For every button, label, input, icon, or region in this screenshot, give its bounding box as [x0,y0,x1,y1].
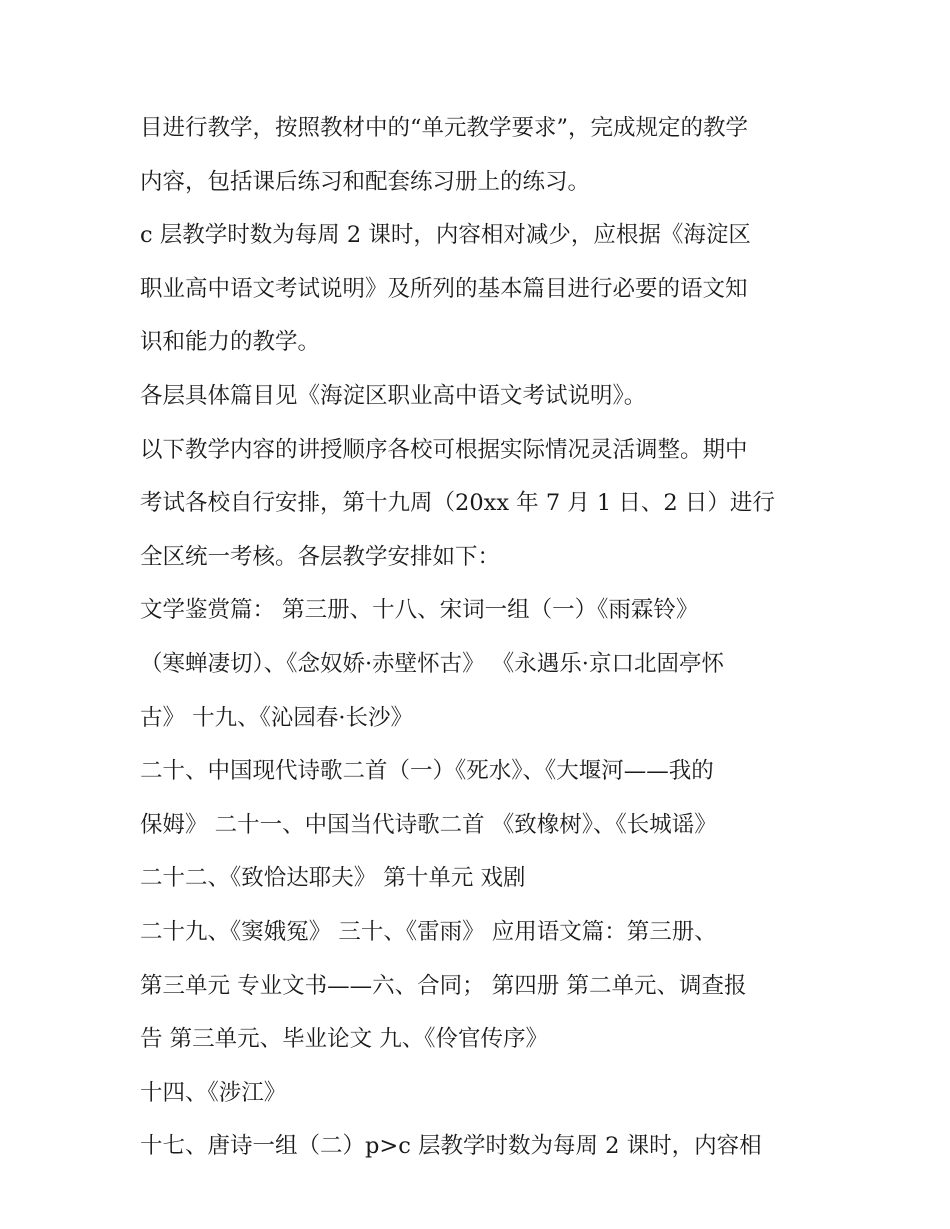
text-line: 二十、中国现代诗歌二首（一）《死水》、《大堰河——我的 [140,758,714,785]
text-line: 内容，包括课后练习和配套练习册上的练习。 [140,168,591,195]
text-line: 古》 十九、《沁园春·长沙》 [140,704,414,731]
text-line: 各层具体篇目见《海淀区职业高中语文考试说明》。 [140,382,647,409]
text-line: 二十二、《致恰达耶夫》 第十单元 戏剧 [140,865,526,892]
text-line: 保姆》 二十一、中国当代诗歌二首 《致橡树》、《长城谣》 [140,811,717,838]
text-line: 目进行教学，按照教材中的“单元教学要求”，完成规定的教学 [140,115,749,141]
document-body [140,102,830,1174]
text-line: 考试各校自行安排，第十九周（20xx 年 7 月 1 日、2 日）进行 [140,490,775,517]
text-line: 十四、《涉江》 [140,1079,287,1106]
text-line: 告 第三单元、毕业论文 九、《伶官传序》 [140,1026,549,1053]
text-line: 识和能力的教学。 [140,329,321,356]
text-line: c 层教学时数为每周 2 课时，内容相对减少，应根据《海淀区 [140,222,751,249]
text-line: 十七、唐诗一组（二）p>c 层教学时数为每周 2 课时，内容相 [140,1133,762,1160]
text-line: 职业高中语文考试说明》及所列的基本篇目进行必要的语文知 [140,275,748,302]
text-line: （寒蝉凄切）、《念奴娇·赤壁怀古》 《永遇乐·京口北固亭怀 [140,650,724,677]
text-line: 第三单元 专业文书——六、合同； 第四册 第二单元、调查报 [140,972,747,999]
text-line: 二十九、《窦娥冤》 三十、《雷雨》 应用语文篇：第三册、 [140,918,717,945]
text-line: 全区统一考核。各层教学安排如下： [140,543,501,570]
text-line: 文学鉴赏篇： 第三册、十八、宋词一组（一）《雨霖铃》 [140,597,699,624]
text-line: 以下教学内容的讲授顺序各校可根据实际情况灵活调整。期中 [140,436,748,463]
